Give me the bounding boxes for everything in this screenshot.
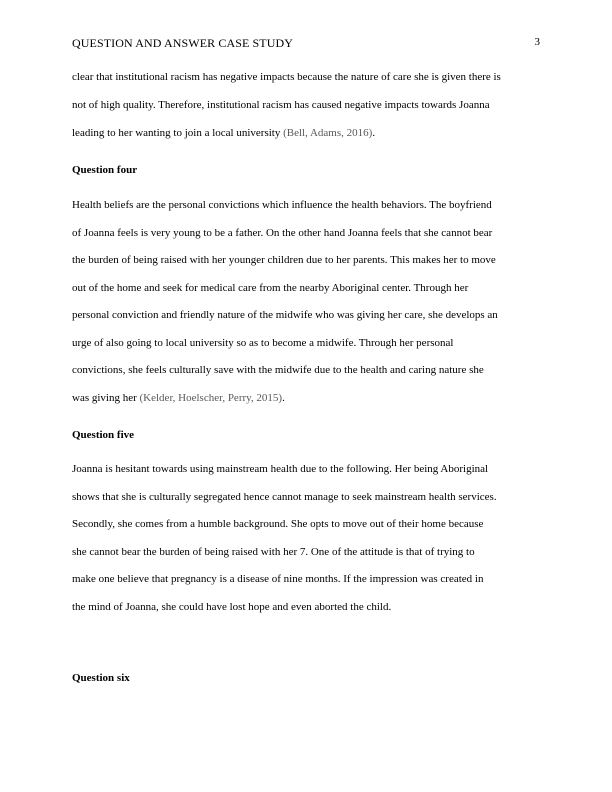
paragraph-line: the mind of Joanna, she could have lost hope and even aborted the child. [72,600,392,613]
paragraph-line: make one believe that pregnancy is a disease of nine months. If the impression was created in [72,573,484,585]
paragraph-line: of Joanna feels is very young to be a father. On the other hand Joanna feels that she cannot bear [72,226,493,239]
heading-question-four: Question four [72,164,138,176]
running-header: QUESTION AND ANSWER CASE STUDY [72,36,294,50]
paragraph-line: personal conviction and friendly nature of the midwife who was giving her care, she develops an [72,309,498,321]
citation: (Kelder, Hoelscher, Perry, 2015) [139,391,283,404]
paragraph-line: convictions, she feels culturally save with the midwife due to the health and caring nature she [72,364,484,376]
paragraph-line: Health beliefs are the personal convictions which influence the health behaviors. The boyfriend [72,199,492,211]
paragraph-line: clear that institutional racism has negative impacts because the nature of care she is given there is [72,71,501,83]
paragraph-line: the burden of being raised with her younger children due to her parents. This makes her to move [72,254,496,266]
paragraph-text: was giving her [72,391,140,404]
paragraph-line: Secondly, she comes from a humble background. She opts to move out of their home because [72,518,484,530]
heading-question-five: Question five [72,429,135,441]
citation: (Bell, Adams, 2016) [283,127,373,139]
paragraph-punctuation: . [282,391,285,404]
page-number: 3 [534,36,540,48]
paragraph-line: urge of also going to local university so as to become a midwife. Through her personal [72,336,454,349]
paragraph-line [72,127,375,139]
paragraph-line [72,392,285,404]
paragraph-text: leading to her wanting to join a local university [72,127,284,139]
paragraph-line: she cannot bear the burden of being raised with her 7. One of the attitude is that of trying to [72,545,475,558]
paragraph-line: Joanna is hesitant towards using mainstream health due to the following. Her being Aboriginal [72,463,489,475]
paragraph-line: not of high quality. Therefore, institutional racism has caused negative impacts towards Joanna [72,99,490,111]
heading-question-six: Question six [72,672,130,684]
paragraph-line: out of the home and seek for medical care from the nearby Aboriginal center. Through her [72,281,469,294]
paragraph-line: shows that she is culturally segregated hence cannot manage to seek mainstream health services. [72,490,497,503]
paragraph-punctuation: . [372,127,376,139]
